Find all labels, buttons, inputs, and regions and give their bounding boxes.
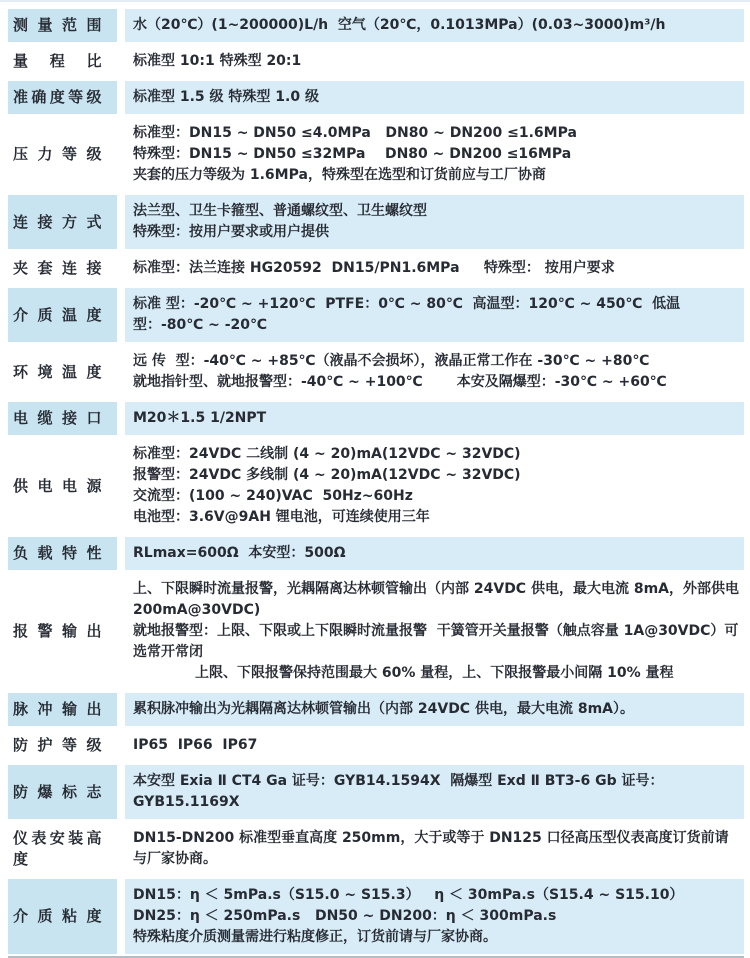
spec-value-line: 上、下限瞬时流量报警，光耦隔离达林顿管输出（内部 24VDC 供电，最大电流 8mA，外部供电 200mA@30VDC) [133, 581, 744, 618]
column-gap [117, 820, 125, 878]
spec-row [8, 9, 744, 42]
column-gap [117, 81, 125, 114]
spec-row-label: 介质温度 [13, 305, 102, 324]
column-gap [117, 879, 125, 954]
column-gap [117, 537, 125, 570]
spec-row [8, 115, 744, 194]
spec-row-label: 夹套连接 [13, 259, 102, 277]
spec-row [8, 81, 744, 114]
spec-row [8, 343, 744, 401]
spec-row [8, 288, 744, 342]
spec-row-label: 脉冲输出 [13, 700, 102, 718]
spec-row-label: 介质粘度 [13, 907, 102, 925]
spec-row-label: 负载特性 [13, 544, 102, 562]
spec-row-label-cell [8, 727, 117, 764]
column-gap [117, 402, 125, 435]
spec-row-value-cell [125, 693, 744, 726]
spec-row-label-cell [8, 115, 117, 194]
spec-row [8, 879, 744, 954]
spec-value-line: 特殊型：按用户要求或用户提供 [133, 224, 329, 240]
spec-value-line: M20＊1.5 1/2NPT [133, 410, 267, 426]
spec-value-line: RLmax=600Ω 本安型：500Ω [133, 545, 346, 561]
spec-row [8, 436, 744, 536]
spec-value-line: 水（20℃）(1~200000)L/h 空气（20℃，0.1013MPa）(0.03~3000)m³/h [133, 17, 666, 33]
spec-row-value-cell [125, 343, 744, 401]
spec-value-line: DN15-DN200 标准型垂直高度 250mm，大于或等于 DN125 口径高压型仪表高度订货前请与厂家协商。 [133, 830, 729, 867]
spec-row-value-cell [125, 820, 744, 878]
spec-row-value-cell [125, 727, 744, 764]
column-gap [117, 571, 125, 692]
spec-value-line: 标准型 1.5 级 特殊型 1.0 级 [133, 89, 319, 105]
column-gap [117, 343, 125, 401]
spec-table [8, 9, 744, 958]
spec-row-value-cell [125, 115, 744, 194]
spec-row-label-cell [8, 436, 117, 536]
spec-row-label: 供电电源 [13, 476, 102, 495]
spec-row [8, 402, 744, 435]
spec-value-line: 电池型：3.6V@9AH 锂电池，可连续使用三年 [133, 509, 430, 525]
column-gap [117, 250, 125, 287]
spec-value-line: 标准型 10:1 特殊型 20:1 [133, 53, 302, 69]
spec-value-line: 标准型：24VDC 二线制 (4 ~ 20)mA(12VDC ~ 32VDC) [133, 446, 521, 462]
spec-row-label-cell [8, 879, 117, 954]
spec-value-line: 本安型 Exia Ⅱ CT4 Ga 证号：GYB14.1594X 隔爆型 Exd Ⅱ BT3-6 Gb 证号：GYB15.1169X [133, 773, 664, 810]
spec-row-label-cell [8, 81, 117, 114]
spec-value-line: 标准型：DN15 ~ DN50 ≤4.0MPa DN80 ~ DN200 ≤1.6MPa [133, 125, 577, 141]
spec-row-label: 电缆接口 [13, 409, 102, 427]
column-gap [117, 195, 125, 249]
spec-row [8, 727, 744, 764]
column-gap [117, 115, 125, 194]
spec-row-label: 连接方式 [13, 212, 102, 231]
spec-value-line: 累积脉冲输出为光耦隔离达林顿管输出（内部 24VDC 供电，最大电流 8mA）。 [133, 701, 634, 717]
column-gap [117, 693, 125, 726]
spec-row-label-cell [8, 693, 117, 726]
spec-value-line: IP65 IP66 IP67 [133, 737, 258, 753]
spec-value-line: 上限、下限报警保持范围最大 60% 量程，上、下限报警最小间隔 10% 量程 [195, 665, 674, 681]
spec-value-line: 夹套的压力等级为 1.6MPa，特殊型在选型和订货前应与工厂协商 [133, 167, 546, 183]
spec-row-label: 报警输出 [13, 622, 102, 640]
spec-row-label: 仪表安装高度 [13, 829, 102, 868]
spec-row-label: 准确度等级 [13, 88, 102, 106]
spec-value-line: 就地指针型、就地报警型：-40℃ ~ +100℃ 本安及隔爆型：-30℃ ~ +60℃ [133, 374, 667, 390]
spec-row-label: 防护等级 [13, 736, 102, 754]
spec-row-label-cell [8, 537, 117, 570]
spec-row-value-cell [125, 436, 744, 536]
spec-row [8, 571, 744, 692]
column-gap [117, 43, 125, 80]
spec-row-value-cell [125, 765, 744, 819]
column-gap [117, 436, 125, 536]
spec-row-label: 环境温度 [13, 362, 102, 381]
spec-row-label-cell [8, 43, 117, 80]
spec-row-label: 测量范围 [13, 16, 102, 34]
spec-row-label-cell [8, 250, 117, 287]
spec-row [8, 250, 744, 287]
spec-row-value-cell [125, 537, 744, 570]
spec-row-value-cell [125, 195, 744, 249]
spec-row-label: 压力等级 [13, 145, 102, 163]
spec-row-value-cell [125, 9, 744, 42]
spec-value-line: 交流型：(100 ~ 240)VAC 50Hz~60Hz [133, 488, 413, 504]
spec-row-label-cell [8, 195, 117, 249]
spec-value-line: 就地报警型：上限、下限或上下限瞬时流量报警 干簧管开关量报警（触点容量 1A@30VDC）可选常开常闭 [133, 623, 739, 660]
spec-row [8, 43, 744, 80]
spec-row-label-cell [8, 765, 117, 819]
spec-value-line: 远 传 型：-40℃ ~ +85℃（液晶不会损坏），液晶正常工作在 -30℃ ~ +80℃ [133, 353, 650, 369]
spec-value-line: 法兰型、卫生卡箍型、普通螺纹型、卫生螺纹型 [133, 203, 427, 219]
spec-row-value-cell [125, 43, 744, 80]
spec-row-value-cell [125, 402, 744, 435]
spec-value-line: 标准 型：-20℃ ~ +120℃ PTFE：0℃ ~ 80℃ 高温型：120℃ ~ 450℃ 低温型：-80℃ ~ -20℃ [133, 296, 681, 333]
spec-row-label: 防爆标志 [13, 782, 102, 801]
spec-value-line: 特殊粘度介质测量需进行粘度修正，订货前请与厂家协商。 [133, 929, 497, 945]
spec-row-label-cell [8, 820, 117, 878]
spec-row-value-cell [125, 250, 744, 287]
column-gap [117, 727, 125, 764]
spec-row-label: 量程比 [13, 52, 102, 70]
spec-row-value-cell [125, 879, 744, 954]
spec-row [8, 765, 744, 819]
column-gap [117, 765, 125, 819]
column-gap [117, 288, 125, 342]
spec-value-line: 报警型：24VDC 多线制 (4 ~ 20)mA(12VDC ~ 32VDC) [133, 467, 521, 483]
spec-row [8, 537, 744, 570]
spec-value-line: 特殊型：DN15 ~ DN50 ≤32MPa DN80 ~ DN200 ≤16MPa [133, 146, 572, 162]
spec-row-label-cell [8, 402, 117, 435]
spec-row [8, 820, 744, 878]
spec-value-line: 标准型：法兰连接 HG20592 DN15/PN1.6MPa 特殊型： 按用户要求 [133, 260, 615, 276]
spec-row [8, 693, 744, 726]
spec-row-label-cell [8, 571, 117, 692]
spec-row-label-cell [8, 9, 117, 42]
spec-row-label-cell [8, 288, 117, 342]
spec-row-value-cell [125, 571, 744, 692]
spec-row-value-cell [125, 288, 744, 342]
spec-value-line: DN25：η ＜ 250mPa.s DN50 ~ DN200：η ＜ 300mPa.s [133, 908, 557, 924]
spec-row-label-cell [8, 343, 117, 401]
spec-row-value-cell [125, 81, 744, 114]
column-gap [117, 9, 125, 42]
spec-value-line: DN15：η ＜ 5mPa.s（S15.0 ~ S15.3） η ＜ 30mPa.s（S15.4 ~ S15.10） [133, 887, 684, 903]
spec-row [8, 195, 744, 249]
